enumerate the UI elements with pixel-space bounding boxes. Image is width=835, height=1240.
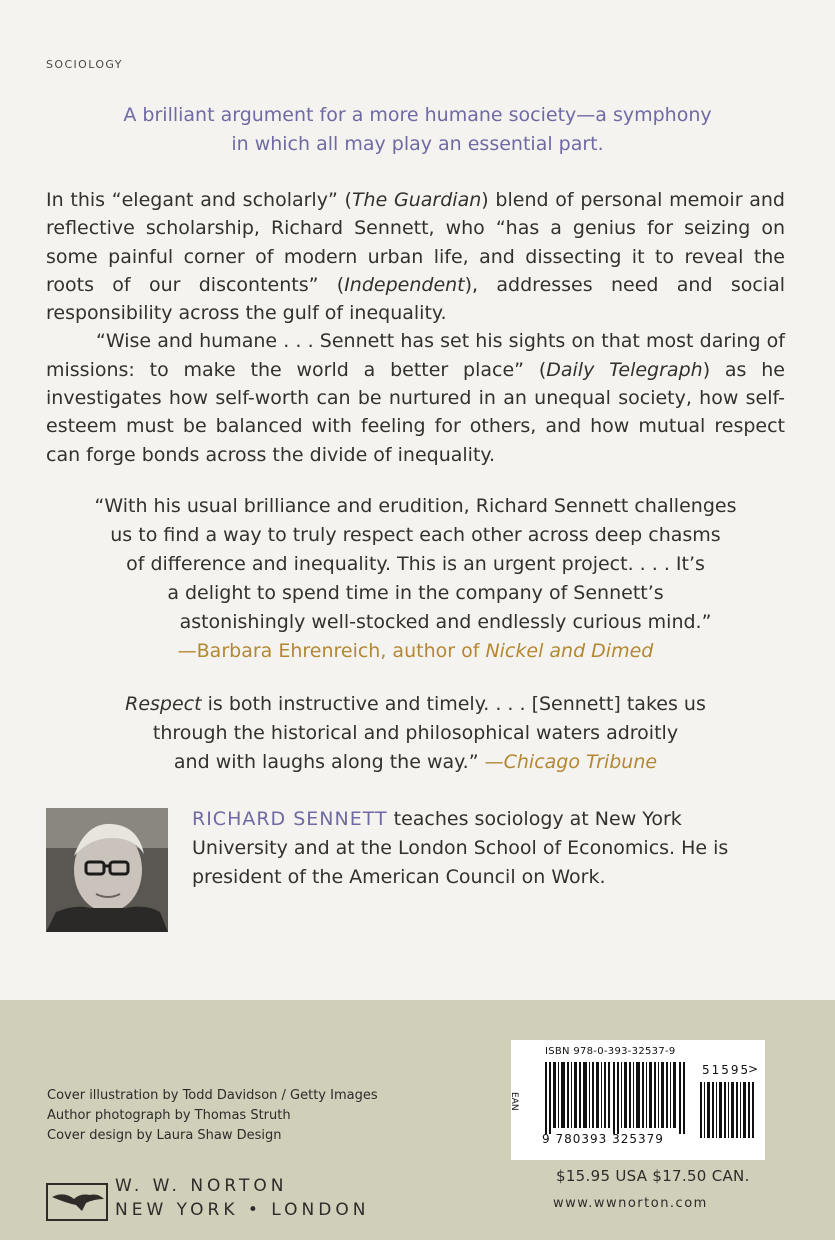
book-title: Respect [125,693,202,715]
quote-attribution [46,637,785,666]
credit-line: Cover illustration by Todd Davidson / Getty Images [47,1088,378,1103]
quote-line: astonishingly well-stocked and endlessly curious mind.” [179,611,712,633]
tagline-line: A brilliant argument for a more humane society—a symphony [123,104,712,126]
source-title: Daily Telegraph [546,358,703,381]
publisher-website: www.wwnorton.com [553,1196,708,1211]
quote-line [46,690,785,719]
tagline [40,101,795,159]
text-run: ), addresses need and social responsibility across the gulf of inequality. [46,273,785,325]
quote-line: us to find a way to truly respect each other across deep chasms [110,524,721,546]
source-title: The Guardian [351,189,482,211]
text-run: is both instructive and timely. . . . [Sennett] takes us [201,693,706,715]
price-label: $15.95 USA $17.50 CAN. [556,1167,750,1185]
description [46,186,785,469]
author-bio [192,805,785,892]
author-name: RICHARD SENNETT [192,808,388,830]
publisher-cities: NEW YORK • LONDON [115,1200,370,1220]
text-run: In this “elegant and scholarly” ( [46,189,352,211]
quote-line: of difference and inequality. This is an urgent project. . . . It’s [126,553,705,575]
source-title: Independent [344,273,465,296]
publisher-imprint [115,1174,369,1222]
author-portrait-image [46,808,168,932]
price-addon-barcode [700,1082,756,1138]
quote-line: a delight to spend time in the company of Sennett’s [167,582,664,604]
quote-line: “With his usual brilliance and erudition, Richard Sennett challenges [94,495,737,517]
isbn-number: ISBN 978-0-393-32537-9 [545,1046,676,1057]
tagline-line: in which all may play an essential part. [231,133,604,155]
description-paragraph [46,327,785,468]
ean-label: EAN [509,1092,519,1111]
barcode-digits: 9 780393 325379 [542,1132,664,1146]
blurb-ehrenreich [46,492,785,666]
author-photo [46,808,168,932]
text-run: ) as he investigates how self-worth can be nurtured in an unequal society, how self-esteem must be balanced with feeling for others, and how mutual respect can forge bonds across the divide of inequality. [46,358,786,466]
blurb-chicago-tribune [46,690,785,777]
description-paragraph [46,186,785,327]
quote-line [46,748,785,777]
quiet-zone-marker: > [748,1062,759,1076]
norton-seagull-logo [46,1183,108,1221]
text-run: “Wise and humane . . . Sennett has set his sights on that most daring of missions: to make the world a better place” ( [46,330,785,381]
category-label: SOCIOLOGY [46,58,123,71]
attribution-title: Nickel and Dimed [485,640,654,662]
text-run: teaches sociology at New York [387,808,682,830]
bio-line [192,805,785,834]
text-run: ) blend of personal memoir and reflective scholarship, Richard Sennett, who “has a genius for seizing on some painful corner of modern urban life, and dissecting it to reveal the roots of our discontents” ( [46,189,785,296]
bio-line: president of the American Council on Work. [192,866,606,888]
credit-line: Author photograph by Thomas Struth [47,1108,291,1123]
attribution-text: —Barbara Ehrenreich, author of [177,640,486,662]
text-run: and with laughs along the way.” [173,751,485,773]
credit-line: Cover design by Laura Shaw Design [47,1128,282,1143]
isbn-barcode [545,1062,695,1134]
quote-line: through the historical and philosophical waters adroitly [152,722,679,744]
cover-credits [47,1086,378,1146]
bio-line: University and at the London School of Economics. He is [192,837,729,859]
price-code-digits: 51595 [702,1063,751,1077]
publisher-name: W. W. NORTON [115,1176,288,1196]
quote-attribution: —Chicago Tribune [484,751,658,773]
